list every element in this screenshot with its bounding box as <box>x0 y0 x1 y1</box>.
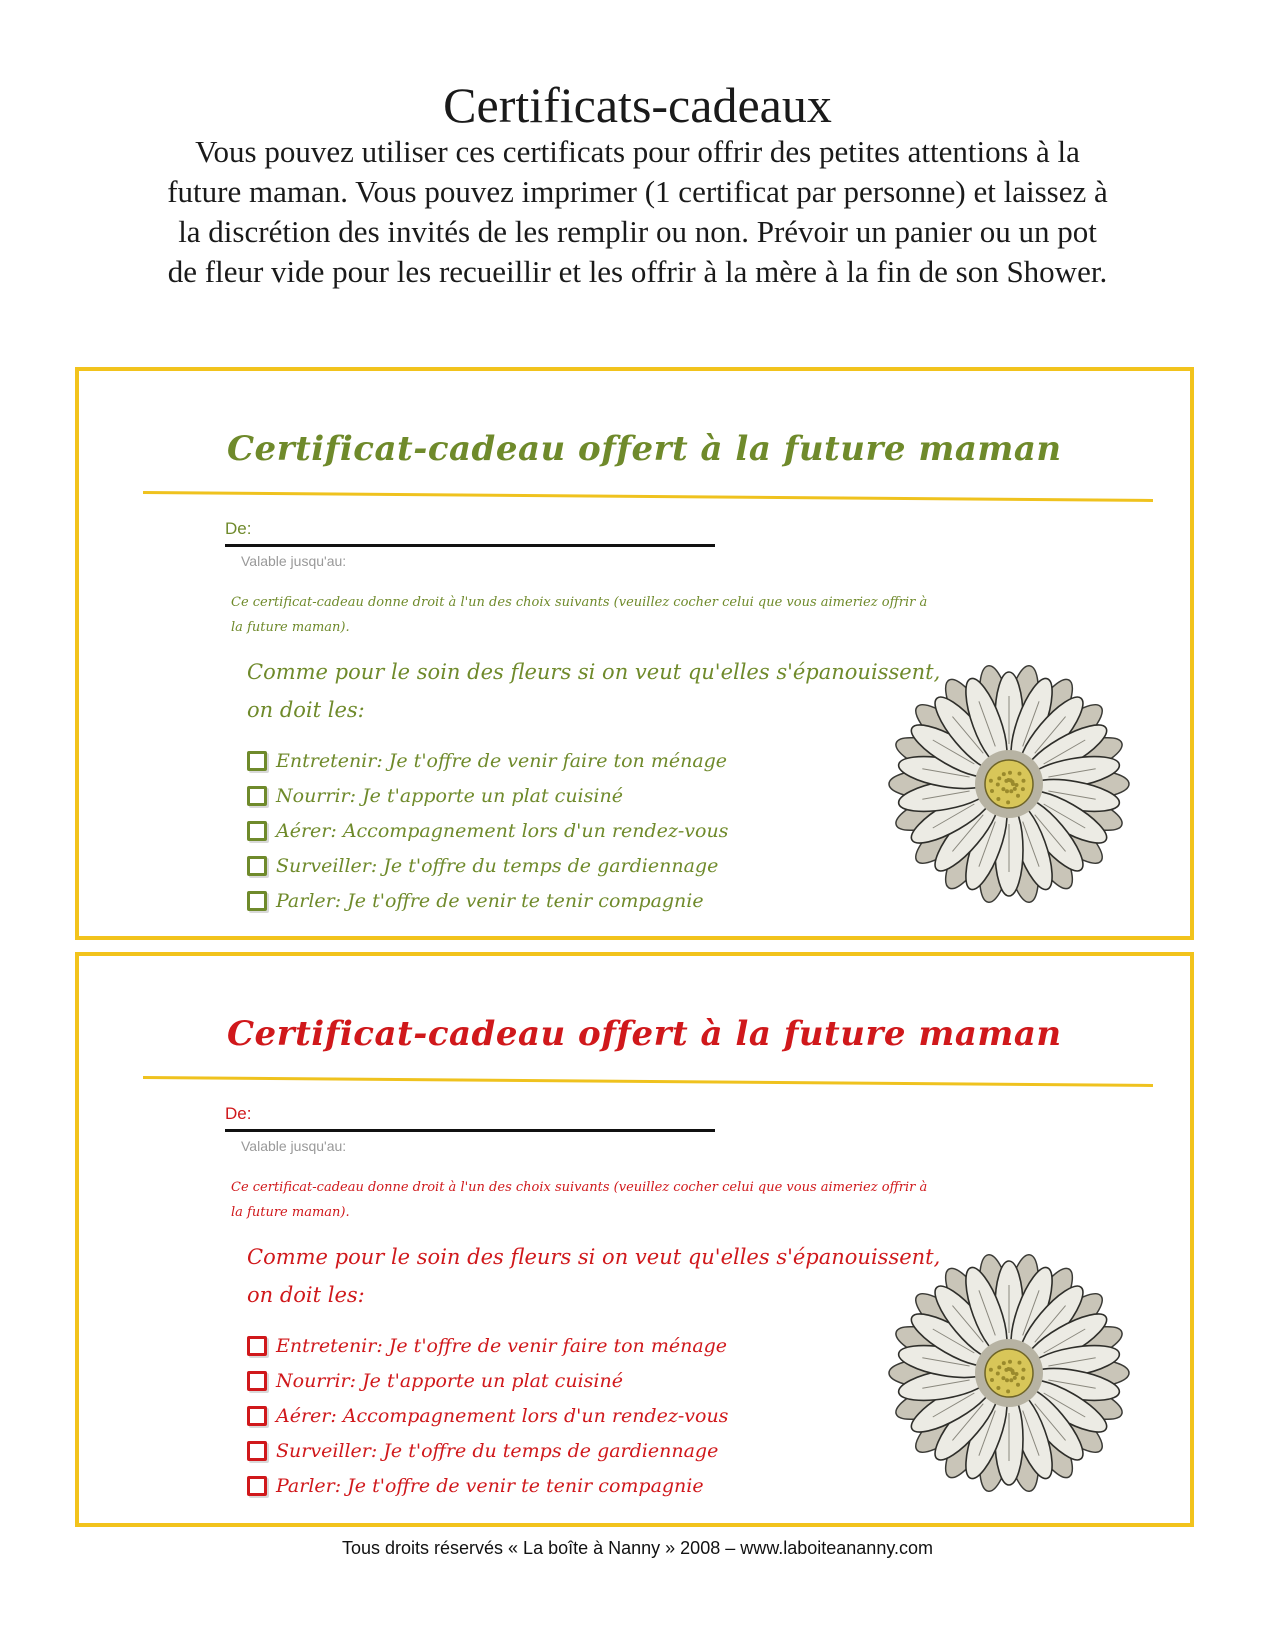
option-label: Nourrir: Je t'apporte un plat cuisiné <box>276 784 623 807</box>
valid-until-label: Valable jusqu'au: <box>241 553 347 569</box>
intro-line: de fleur vide pour les recueillir et les offrir à la mère à la fin de son Shower. <box>167 254 1108 289</box>
options-list <box>247 743 728 918</box>
option-label: Aérer: Accompagnement lors d'un rendez-vous <box>276 819 729 842</box>
care-intro-line: Comme pour le soin des fleurs si on veut qu'elles s'épanouissent, <box>247 660 941 684</box>
gift-certificate-green <box>75 367 1194 940</box>
from-label: De: <box>225 1104 252 1123</box>
from-label: De: <box>225 519 252 538</box>
checkbox[interactable] <box>247 1476 267 1496</box>
footer-copyright: Tous droits réservés « La boîte à Nanny » 2008 – www.laboiteananny.com <box>341 1538 933 1558</box>
page-title: Certificats-cadeaux <box>443 77 832 133</box>
gift-certificate-red <box>75 952 1194 1527</box>
daisy-flower-icon <box>884 659 1134 909</box>
checkbox[interactable] <box>247 821 267 841</box>
checkbox[interactable] <box>247 1371 267 1391</box>
daisy-flower-icon <box>884 1248 1134 1498</box>
option-item <box>247 883 728 918</box>
option-item <box>247 813 728 848</box>
title-underline <box>143 1076 1153 1087</box>
option-item <box>247 1328 728 1363</box>
option-item <box>247 743 728 778</box>
option-label: Entretenir: Je t'offre de venir faire ton ménage <box>276 1334 728 1357</box>
intro-line: la discrétion des invités de les remplir ou non. Prévoir un panier ou un pot <box>178 214 1097 249</box>
option-label: Surveiller: Je t'offre du temps de gardiennage <box>276 854 719 877</box>
options-list <box>247 1328 728 1503</box>
care-intro-line: on doit les: <box>247 1283 365 1307</box>
checkbox[interactable] <box>247 1441 267 1461</box>
care-intro-line: Comme pour le soin des fleurs si on veut qu'elles s'épanouissent, <box>247 1245 941 1269</box>
option-item <box>247 1433 728 1468</box>
checkbox[interactable] <box>247 891 267 911</box>
checkbox[interactable] <box>247 856 267 876</box>
option-label: Aérer: Accompagnement lors d'un rendez-vous <box>276 1404 729 1427</box>
checkbox[interactable] <box>247 1336 267 1356</box>
option-item <box>247 1398 728 1433</box>
option-item <box>247 1468 728 1503</box>
checkbox[interactable] <box>247 751 267 771</box>
option-item <box>247 848 728 883</box>
instruction-text: Ce certificat-cadeau donne droit à l'un des choix suivants (veuillez cocher celui que vous aimeriez offrir à la future maman). <box>231 595 928 635</box>
intro-line: future maman. Vous pouvez imprimer (1 certificat par personne) et laissez à <box>167 174 1108 209</box>
certificate-title: Certificat-cadeau offert à la future maman <box>227 1014 1062 1054</box>
care-intro-line: on doit les: <box>247 698 365 722</box>
checkbox[interactable] <box>247 786 267 806</box>
care-intro <box>247 1238 947 1314</box>
from-field[interactable] <box>225 1129 715 1132</box>
option-label: Parler: Je t'offre de venir te tenir compagnie <box>276 1474 704 1497</box>
from-field[interactable] <box>225 544 715 547</box>
option-label: Surveiller: Je t'offre du temps de gardiennage <box>276 1439 719 1462</box>
certificate-title: Certificat-cadeau offert à la future maman <box>227 429 1062 469</box>
valid-until-label: Valable jusqu'au: <box>241 1138 347 1154</box>
option-item <box>247 778 728 813</box>
option-label: Nourrir: Je t'apporte un plat cuisiné <box>276 1369 623 1392</box>
intro-paragraph <box>110 132 1165 292</box>
option-item <box>247 1363 728 1398</box>
option-label: Entretenir: Je t'offre de venir faire ton ménage <box>276 749 728 772</box>
intro-line: Vous pouvez utiliser ces certificats pour offrir des petites attentions à la <box>195 134 1080 169</box>
care-intro <box>247 653 947 729</box>
option-label: Parler: Je t'offre de venir te tenir compagnie <box>276 889 704 912</box>
instruction-text: Ce certificat-cadeau donne droit à l'un des choix suivants (veuillez cocher celui que vous aimeriez offrir à la future maman). <box>231 1180 928 1220</box>
checkbox[interactable] <box>247 1406 267 1426</box>
title-underline <box>143 491 1153 502</box>
